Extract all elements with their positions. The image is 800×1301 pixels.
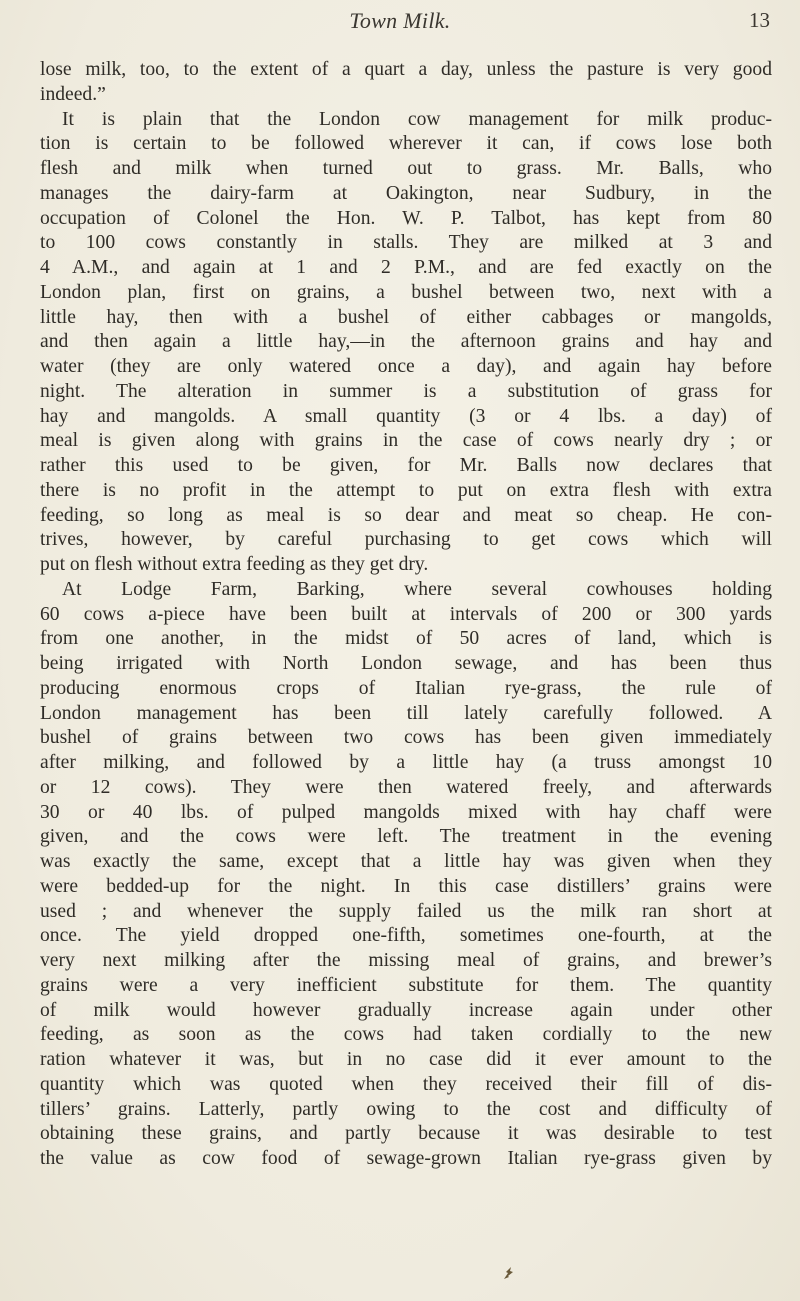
text-line: tillers’ grains. Latterly, partly owing to the cost and difficulty of — [40, 1098, 772, 1120]
text-line: after milking, and followed by a little hay (a truss amongst 10 — [40, 752, 772, 773]
text-line: night. The alteration in summer is a substitution of grass for — [40, 380, 772, 402]
body-text — [40, 58, 772, 1172]
text-line: obtaining these grains, and partly because it was desirable to test — [40, 1123, 772, 1145]
text-line: little hay, then with a bushel of either cabbages or mangolds, — [40, 306, 772, 328]
text-line: tion is certain to be followed wherever it can, if cows lose both — [40, 133, 772, 155]
text-line: or 12 cows). They were then watered freely, and afterwards — [40, 776, 772, 798]
text-line: were bedded-up for the night. In this case distillers’ grains were — [40, 875, 772, 897]
page-number: 13 — [749, 8, 770, 32]
text-line: given, and the cows were left. The treatment in the evening — [40, 826, 772, 848]
text-line: of milk would however gradually increase again under other — [40, 999, 772, 1021]
text-line: once. The yield dropped one-fifth, sometimes one-fourth, at the — [40, 925, 772, 947]
text-line: 4 A.M., and again at 1 and 2 P.M., and are fed exactly on the — [40, 257, 772, 278]
text-line: the value as cow food of sewage-grown Italian rye-grass given by — [40, 1148, 772, 1169]
text-line: lose milk, too, to the extent of a quart a day, unless the pasture is very good — [40, 59, 772, 80]
text-line: manages the dairy-farm at Oakington, near Sudbury, in the — [40, 182, 772, 204]
printer-mark-icon — [502, 1265, 516, 1281]
text-line: grains were a very inefficient substitute for them. The quantity — [40, 974, 772, 996]
text-line: 60 cows a-piece have been built at intervals of 200 or 300 yards — [40, 603, 772, 625]
text-line: ration whatever it was, but in no case did it ever amount to the — [40, 1049, 772, 1070]
text-line: and then again a little hay,—in the afternoon grains and hay and — [40, 331, 772, 353]
text-line: occupation of Colonel the Hon. W. P. Talbot, has kept from 80 — [40, 207, 772, 229]
text-line: At Lodge Farm, Barking, where several cowhouses holding — [62, 578, 772, 600]
text-line: London management has been till lately carefully followed. A — [40, 702, 772, 724]
text-line: feeding, so long as meal is so dear and meat so cheap. He con- — [40, 504, 772, 526]
text-line: to 100 cows constantly in stalls. They are milked at 3 and — [40, 232, 772, 254]
text-line: meal is given along with grains in the case of cows nearly dry ; or — [40, 430, 772, 452]
text-line: It is plain that the London cow management for milk produc- — [62, 108, 772, 130]
text-line: hay and mangolds. A small quantity (3 or 4 lbs. a day) of — [40, 405, 772, 427]
text-line: indeed.” — [40, 83, 106, 105]
text-line: quantity which was quoted when they received their fill of dis- — [40, 1073, 772, 1095]
text-line: from one another, in the midst of 50 acres of land, which is — [40, 628, 772, 650]
text-line: rather this used to be given, for Mr. Balls now declares that — [40, 455, 772, 476]
text-line: bushel of grains between two cows has been given immediately — [40, 727, 772, 749]
text-line: flesh and milk when turned out to grass. Mr. Balls, who — [40, 158, 772, 179]
running-title: Town Milk. — [349, 8, 451, 33]
text-line: London plan, first on grains, a bushel between two, next with a — [40, 281, 772, 303]
text-line: used ; and whenever the supply failed us the milk ran short at — [40, 900, 772, 922]
running-head — [0, 6, 800, 36]
text-line: 30 or 40 lbs. of pulped mangolds mixed with hay chaff were — [40, 801, 772, 823]
text-line: was exactly the same, except that a little hay was given when they — [40, 851, 772, 872]
text-line: water (they are only watered once a day), and again hay before — [40, 356, 772, 377]
text-line: there is no profit in the attempt to put on extra flesh with extra — [40, 479, 772, 501]
text-line: being irrigated with North London sewage, and has been thus — [40, 653, 772, 674]
text-line: feeding, as soon as the cows had taken cordially to the new — [40, 1024, 772, 1046]
text-line: very next milking after the missing meal of grains, and brewer’s — [40, 950, 772, 971]
text-line: put on flesh without extra feeding as they get dry. — [40, 554, 429, 575]
text-line: producing enormous crops of Italian rye-grass, the rule of — [40, 677, 772, 699]
text-line: trives, however, by careful purchasing to get cows which will — [40, 529, 772, 551]
